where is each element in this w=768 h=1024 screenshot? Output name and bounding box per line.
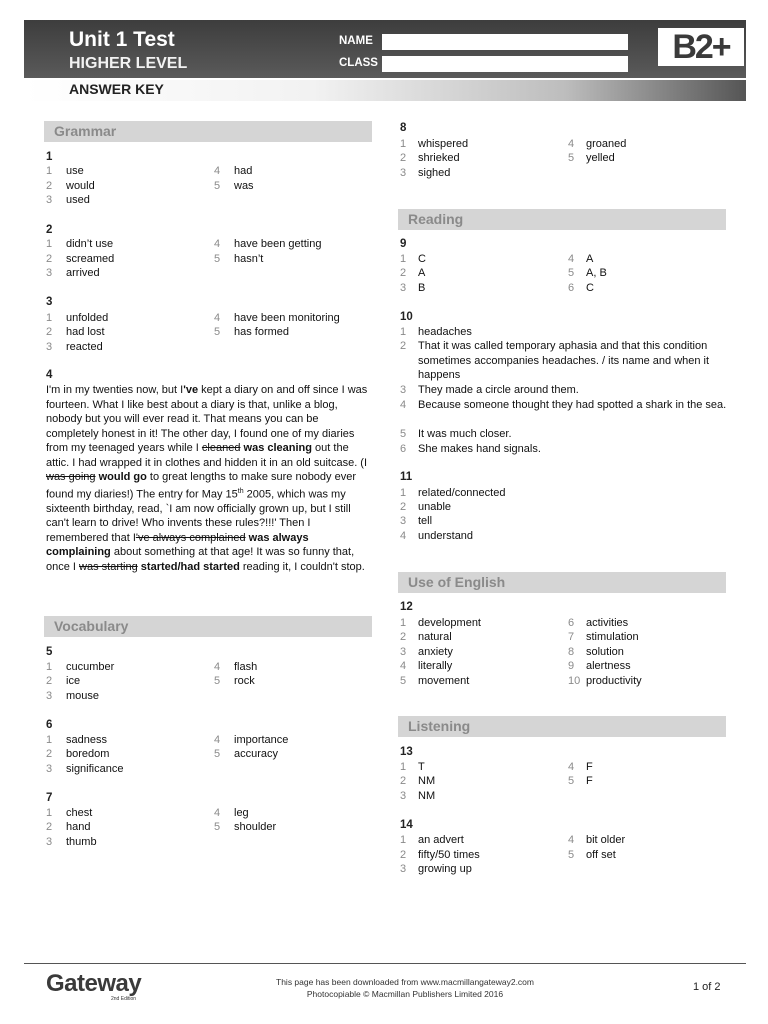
list-item	[568, 774, 593, 789]
item-number: 5	[214, 180, 221, 192]
answer-text: F	[586, 775, 593, 787]
item-number: 1	[46, 312, 53, 324]
question-number: 10	[400, 311, 413, 323]
answer-text: movement	[418, 675, 470, 687]
list-item	[400, 325, 472, 340]
answer-text: chest	[66, 807, 93, 819]
item-number: 1	[400, 138, 407, 150]
page-header	[24, 20, 746, 100]
item-number: 4	[214, 807, 221, 819]
download-note: This page has been downloaded from www.macmillangateway2.com	[276, 977, 534, 987]
list-item	[214, 660, 257, 675]
answer-text: use	[66, 165, 84, 177]
question-number: 3	[46, 296, 53, 308]
list-item	[46, 237, 113, 252]
item-number: 5	[214, 748, 221, 760]
list-item	[214, 674, 255, 689]
list-item	[568, 848, 616, 863]
answer-text: B	[418, 282, 426, 294]
item-number: 4	[214, 734, 221, 746]
answer-text: NM	[418, 775, 436, 787]
item-number: 10	[568, 675, 581, 687]
list-item	[400, 442, 541, 457]
list-item	[400, 398, 728, 413]
item-number: 4	[568, 761, 575, 773]
list-item	[400, 630, 452, 645]
item-number: 4	[568, 138, 575, 150]
list-item	[568, 137, 626, 152]
page-number: 1 of 2	[693, 981, 721, 993]
item-number: 4	[214, 312, 221, 324]
answer-text: literally	[418, 660, 453, 672]
item-number: 4	[214, 661, 221, 673]
item-number: 1	[46, 734, 53, 746]
list-item	[46, 806, 92, 821]
item-number: 5	[214, 326, 221, 338]
item-number: 3	[400, 790, 407, 802]
list-item	[214, 325, 289, 340]
answer-text: tell	[418, 515, 433, 527]
answer-text: cucumber	[66, 661, 115, 673]
answer-text: ice	[66, 675, 81, 687]
answer-text: They made a circle around them.	[418, 384, 579, 396]
item-number: 4	[214, 165, 221, 177]
item-number: 2	[400, 849, 407, 861]
item-number: 3	[400, 167, 407, 179]
list-item	[568, 674, 642, 689]
list-item	[568, 645, 624, 660]
item-number: 5	[568, 152, 575, 164]
list-item	[400, 659, 452, 674]
list-item	[400, 486, 505, 501]
answer-text: stimulation	[586, 631, 639, 643]
question-number: 6	[46, 719, 53, 731]
item-number: 2	[46, 675, 53, 687]
answer-text: growing up	[418, 863, 472, 875]
item-number: 3	[400, 863, 407, 875]
item-number: 1	[400, 761, 407, 773]
item-number: 1	[46, 238, 53, 250]
list-item	[400, 862, 472, 877]
item-number: 4	[568, 834, 575, 846]
answer-text: Because someone thought they had spotted a shark in the sea.	[418, 399, 727, 411]
list-item	[400, 774, 435, 789]
item-number: 2	[400, 340, 407, 352]
item-number: 6	[400, 443, 407, 455]
answer-text: significance	[66, 763, 124, 775]
item-number: 5	[400, 675, 407, 687]
answer-text: development	[418, 617, 481, 629]
answer-text: thumb	[66, 836, 97, 848]
list-item	[568, 616, 628, 631]
item-number: 3	[46, 341, 53, 353]
list-item	[214, 747, 278, 762]
list-item	[568, 281, 594, 296]
list-item	[400, 383, 579, 398]
item-number: 3	[46, 194, 53, 206]
answer-text: understand	[418, 530, 474, 542]
section-listening: Listening	[398, 716, 726, 737]
item-number: 4	[400, 660, 407, 672]
question-number: 2	[46, 224, 53, 236]
list-item	[400, 789, 435, 804]
list-item	[568, 252, 593, 267]
list-item	[214, 820, 276, 835]
answer-text: That it was called temporary aphasia and that this condition sometimes accompanies headaches. / its name and when it happens	[418, 340, 710, 381]
question-number: 5	[46, 646, 53, 658]
item-number: 5	[214, 821, 221, 833]
answer-text: related/connected	[418, 487, 506, 499]
list-item	[400, 427, 512, 442]
item-number: 5	[568, 849, 575, 861]
list-item	[46, 252, 114, 267]
answer-text: unfolded	[66, 312, 109, 324]
answer-text: yelled	[586, 152, 615, 164]
copyright-note: Photocopiable © Macmillan Publishers Limited 2016	[306, 989, 504, 999]
answer-text: It was much closer.	[418, 428, 512, 440]
item-number: 3	[400, 646, 407, 658]
class-label: CLASS	[339, 57, 378, 69]
list-item	[46, 674, 80, 689]
list-item	[400, 674, 469, 689]
item-number: 3	[400, 384, 407, 396]
list-item	[400, 151, 460, 166]
list-item	[46, 311, 108, 326]
item-number: 8	[568, 646, 575, 658]
answer-text: C	[418, 253, 426, 265]
item-number: 2	[46, 253, 53, 265]
item-number: 2	[46, 180, 53, 192]
level-label: HIGHER LEVEL	[69, 55, 188, 72]
list-item	[214, 252, 263, 267]
list-item	[400, 529, 473, 544]
list-item	[46, 193, 90, 208]
answer-text: didn’t use	[66, 238, 114, 250]
answer-text: hand	[66, 821, 91, 833]
list-item	[400, 616, 481, 631]
answer-text: was	[234, 180, 254, 192]
answer-text: rock	[234, 675, 255, 687]
item-number: 1	[400, 253, 407, 265]
answer-text: has formed	[234, 326, 290, 338]
answer-text: headaches	[418, 326, 472, 338]
list-item	[400, 848, 480, 863]
answer-text: anxiety	[418, 646, 453, 658]
answer-text: arrived	[66, 267, 100, 279]
item-number: 1	[400, 617, 407, 629]
answer-text: F	[586, 761, 593, 773]
list-item	[46, 179, 95, 194]
answer-text: screamed	[66, 253, 115, 265]
item-number: 4	[568, 253, 575, 265]
answer-text: leg	[234, 807, 249, 819]
list-item	[214, 179, 254, 194]
item-number: 4	[400, 399, 407, 411]
list-item	[214, 164, 252, 179]
answer-text: had lost	[66, 326, 105, 338]
answer-text: activities	[586, 617, 629, 629]
section-vocabulary: Vocabulary	[44, 616, 372, 637]
answer-text: productivity	[586, 675, 642, 687]
answer-text: reacted	[66, 341, 103, 353]
list-item	[46, 266, 100, 281]
answer-text: shoulder	[234, 821, 277, 833]
answer-text: off set	[586, 849, 616, 861]
answer-key-label: ANSWER KEY	[69, 81, 164, 97]
answer-text: used	[66, 194, 90, 206]
item-number: 6	[568, 617, 575, 629]
answer-text: She makes hand signals.	[418, 443, 541, 455]
diary-paragraph: I'm in my twenties now, but I've kept a diary on and off since I was fourteen. What I like best about a diary is that, unlike a blog, nobody but you will ever read it. That means you can be completely honest in it! The other day, I found one of my diaries from my teenaged years while I cleaned was cleaning out the attic. I had wrapped it in clothes and hidden it in an old suitcase. (I was going would go to great lengths to make sure nobody ever found my diaries!) The entry for May 15th 2005, which was my sixteenth birthday, read, `I am now officially grown up, but I still can't learn to drive! Who invents these rules?!!!' Then I remembered that I've always complained was always complaining about something at that age! It was so funny that, once I was starting started/had started reading it, I couldn't stop.	[46, 384, 368, 573]
answer-text: solution	[586, 646, 624, 658]
list-item	[400, 339, 728, 383]
answer-text: sadness	[66, 734, 107, 746]
item-number: 2	[46, 821, 53, 833]
list-item	[46, 747, 109, 762]
list-item	[46, 820, 90, 835]
item-number: 5	[214, 675, 221, 687]
answer-text: hasn’t	[234, 253, 264, 265]
list-item	[400, 166, 450, 181]
list-item	[400, 833, 464, 848]
answer-text: NM	[418, 790, 436, 802]
list-item	[400, 266, 425, 281]
item-number: 1	[400, 834, 407, 846]
list-item	[400, 760, 425, 775]
list-item	[400, 252, 426, 267]
item-number: 3	[46, 763, 53, 775]
answer-text: have been getting	[234, 238, 322, 250]
item-number: 2	[46, 748, 53, 760]
item-number: 5	[400, 428, 407, 440]
answer-text: would	[66, 180, 95, 192]
answer-text: T	[418, 761, 425, 773]
answer-text: whispered	[418, 138, 469, 150]
list-item	[214, 311, 340, 326]
item-number: 3	[46, 836, 53, 848]
list-item	[568, 151, 615, 166]
item-number: 4	[214, 238, 221, 250]
answer-text: accuracy	[234, 748, 279, 760]
list-item	[400, 137, 468, 152]
class-field[interactable]	[382, 56, 628, 72]
section-reading: Reading	[398, 209, 726, 230]
question-number: 14	[400, 819, 413, 831]
item-number: 3	[400, 282, 407, 294]
list-item	[46, 689, 99, 704]
item-number: 2	[46, 326, 53, 338]
item-number: 5	[214, 253, 221, 265]
answer-text: flash	[234, 661, 258, 673]
unit-title: Unit 1 Test	[69, 28, 175, 51]
answer-text: alertness	[586, 660, 631, 672]
gateway-logo: Gateway	[46, 970, 142, 997]
item-number: 6	[568, 282, 575, 294]
answer-text: A	[586, 253, 594, 265]
item-number: 7	[568, 631, 575, 643]
list-item	[568, 266, 607, 281]
edition-label: 2nd Edition	[111, 996, 137, 1002]
level-logo: B2+	[658, 28, 744, 66]
item-number: 1	[46, 661, 53, 673]
item-number: 2	[400, 775, 407, 787]
list-item	[568, 833, 625, 848]
list-item	[46, 660, 114, 675]
list-item	[400, 514, 432, 529]
item-number: 3	[46, 267, 53, 279]
name-field[interactable]	[382, 34, 628, 50]
question-number: 9	[400, 238, 407, 250]
answer-text: A	[418, 267, 426, 279]
item-number: 3	[46, 690, 53, 702]
question-number: 11	[400, 471, 413, 483]
section-use-of-english: Use of English	[398, 572, 726, 593]
item-number: 1	[46, 165, 53, 177]
name-label: NAME	[339, 35, 373, 47]
answer-text: C	[586, 282, 594, 294]
list-item	[214, 806, 249, 821]
list-item	[568, 630, 639, 645]
item-number: 3	[400, 515, 407, 527]
answer-text: bit older	[586, 834, 626, 846]
item-number: 1	[400, 326, 407, 338]
answer-text: importance	[234, 734, 289, 746]
list-item	[214, 733, 288, 748]
item-number: 5	[568, 775, 575, 787]
answer-text: A, B	[586, 267, 607, 279]
item-number: 1	[46, 807, 53, 819]
answer-text: fifty/50 times	[418, 849, 480, 861]
question-number: 7	[46, 792, 53, 804]
question-number: 13	[400, 746, 413, 758]
item-number: 4	[400, 530, 407, 542]
question-number: 8	[400, 122, 407, 134]
list-item	[400, 500, 451, 515]
answer-text: had	[234, 165, 253, 177]
list-item	[568, 760, 593, 775]
section-grammar: Grammar	[44, 121, 372, 142]
answer-text: natural	[418, 631, 452, 643]
answer-text: groaned	[586, 138, 627, 150]
question-number: 12	[400, 601, 413, 613]
answer-text: an advert	[418, 834, 464, 846]
item-number: 5	[568, 267, 575, 279]
answer-text: sighed	[418, 167, 451, 179]
list-item	[46, 733, 107, 748]
list-item	[46, 835, 97, 850]
answer-text: unable	[418, 501, 452, 513]
footer-divider	[24, 963, 746, 964]
item-number: 2	[400, 267, 407, 279]
item-number: 2	[400, 501, 407, 513]
answer-text: have been monitoring	[234, 312, 340, 324]
list-item	[214, 237, 321, 252]
item-number: 2	[400, 631, 407, 643]
list-item	[46, 762, 123, 777]
item-number: 1	[400, 487, 407, 499]
answer-text: boredom	[66, 748, 110, 760]
list-item	[400, 645, 453, 660]
list-item	[400, 281, 425, 296]
answer-text: mouse	[66, 690, 100, 702]
list-item	[46, 325, 105, 340]
list-item	[568, 659, 631, 674]
answer-text: shrieked	[418, 152, 460, 164]
list-item	[46, 340, 103, 355]
item-number: 2	[400, 152, 407, 164]
list-item	[46, 164, 84, 179]
item-number: 9	[568, 660, 575, 672]
question-number: 4	[46, 369, 53, 381]
question-number: 1	[46, 151, 53, 163]
